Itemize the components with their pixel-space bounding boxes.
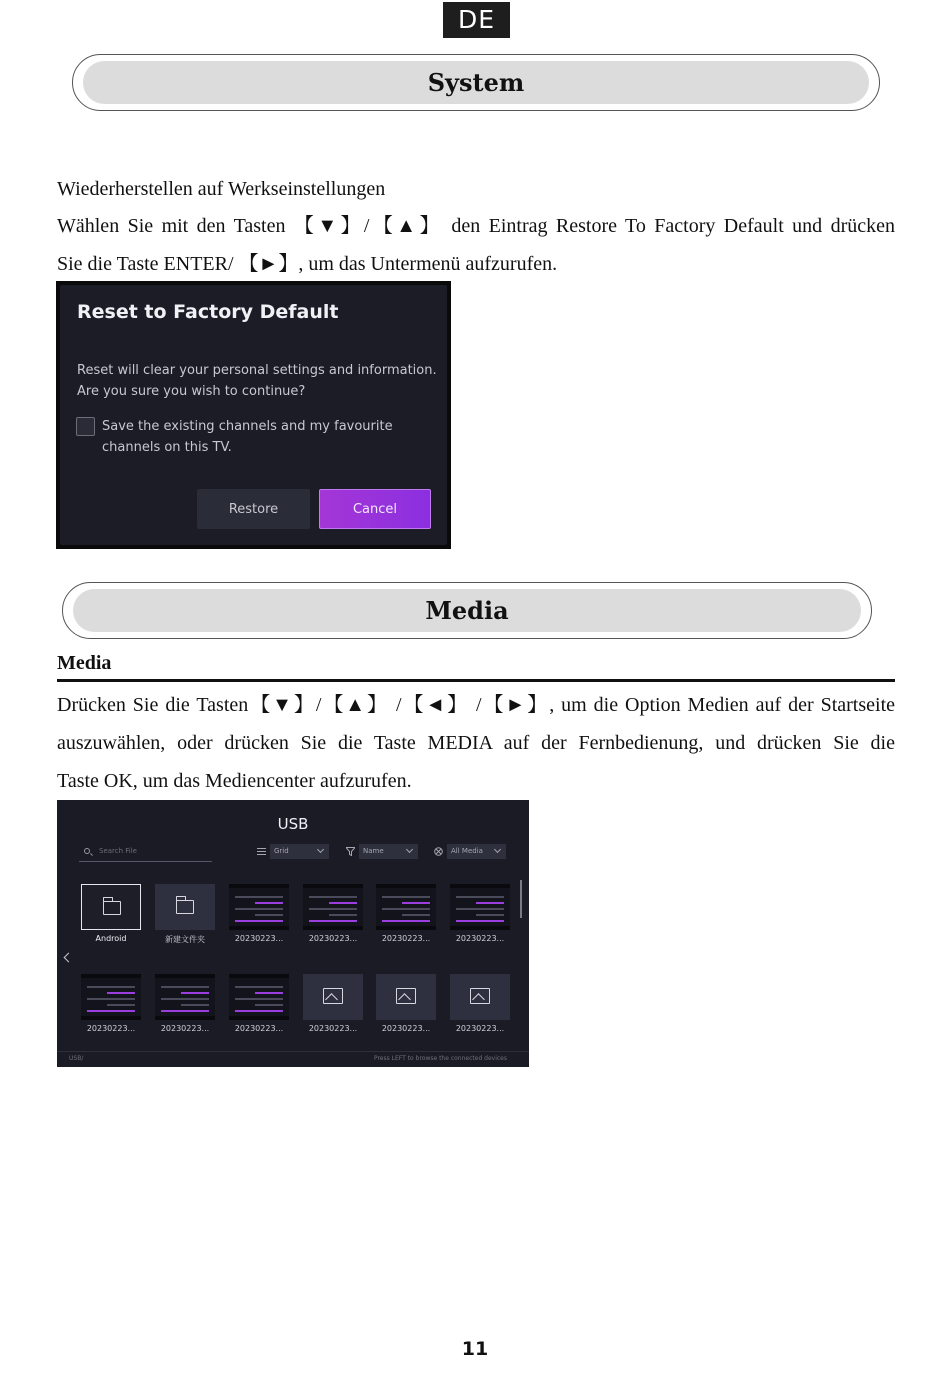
folder-icon [103,901,121,915]
media-instruction-line-3: Taste OK, um das Mediencenter aufzurufen. [57,770,412,792]
usb-title: USB [277,815,309,833]
tile-label: 20230223... [381,1024,431,1033]
image-tile[interactable] [303,974,363,1020]
thumbnail-detail [87,986,135,988]
reset-dialog-title: Reset to Factory Default [77,301,339,323]
view-mode-dropdown[interactable] [257,844,329,859]
thumbnail-detail [235,920,283,922]
cancel-button[interactable]: Cancel [319,489,431,529]
thumbnail-detail [329,914,357,916]
image-tile[interactable] [450,974,510,1020]
tile-label: 20230223... [86,1024,136,1033]
thumbnail-detail [476,914,504,916]
media-type-value: All Media [451,847,483,855]
list-icon [257,847,266,856]
page-number: 11 [461,1338,489,1360]
system-instruction-line-2: Sie die Taste ENTER/ 【►】, um das Untermenü aufzurufen. [57,253,558,275]
thumbnail-detail [235,998,283,1000]
thumbnail-detail [255,914,283,916]
thumbnail-detail [161,998,209,1000]
tile-label: 20230223... [234,1024,284,1033]
thumbnail-detail [476,902,504,904]
filter-icon [346,847,355,856]
save-channels-label-2: channels on this TV. [102,440,232,455]
save-channels-checkbox[interactable] [76,417,95,436]
tile-label: 20230223... [308,934,358,943]
thumbnail-detail [456,896,504,898]
folder-icon [176,900,194,914]
thumbnail-detail [87,998,135,1000]
search-placeholder: Search File [99,847,137,855]
thumbnail-detail [402,902,430,904]
thumbnail-detail [456,908,504,910]
thumbnail-detail [382,920,430,922]
view-mode-value: Grid [274,847,289,855]
reset-dialog-panel [60,285,447,545]
reset-dialog-message-2: Are you sure you wish to continue? [77,384,306,399]
thumbnail-detail [309,896,357,898]
thumbnail-tile[interactable] [229,884,289,930]
media-instruction-line-1: Drücken Sie die Tasten【▼】/【▲】 /【◄】 /【►】, um die Option Medien auf der Startseite [57,694,895,716]
media-type-icon [434,847,443,856]
folder-tile[interactable] [155,884,215,930]
thumbnail-detail [255,902,283,904]
thumbnail-detail [235,908,283,910]
thumbnail-detail [181,1004,209,1006]
image-icon [396,988,416,1004]
thumbnail-detail [309,920,357,922]
thumbnail-tile[interactable] [376,884,436,930]
tile-label: 新建文件夹 [165,935,205,944]
tile-label: 20230223... [308,1024,358,1033]
reset-dialog-message-1: Reset will clear your personal settings and information. [77,363,437,378]
thumbnail-detail [107,992,135,994]
sort-dropdown[interactable] [346,844,418,859]
tile-label: 20230223... [234,934,284,943]
search-icon [84,848,90,854]
thumbnail-tile[interactable] [450,884,510,930]
chevron-down-icon [406,846,413,853]
system-instruction-line-1: Wählen Sie mit den Tasten 【▼】/【▲】 den Eintrag Restore To Factory Default und drücken [57,215,895,237]
media-banner-title: Media [425,596,509,625]
thumbnail-detail [181,992,209,994]
thumbnail-tile[interactable] [229,974,289,1020]
thumbnail-detail [235,896,283,898]
tile-label: 20230223... [455,934,505,943]
thumbnail-detail [255,992,283,994]
system-section-banner [72,54,880,111]
thumbnail-detail [456,920,504,922]
usb-footer [57,1051,529,1062]
media-type-dropdown[interactable] [434,844,506,859]
folder-tile[interactable] [81,884,141,930]
thumbnail-detail [161,1010,209,1012]
thumbnail-detail [235,1010,283,1012]
language-badge: DE [443,2,510,38]
image-icon [323,988,343,1004]
restore-button[interactable]: Restore [197,489,310,529]
chevron-down-icon [317,846,324,853]
thumbnail-detail [235,986,283,988]
chevron-down-icon [494,846,501,853]
thumbnail-detail [402,914,430,916]
thumbnail-detail [329,902,357,904]
scrollbar[interactable] [520,880,522,918]
search-file-input[interactable] [79,844,212,862]
thumbnail-detail [309,908,357,910]
media-heading: Media [57,652,112,674]
media-heading-rule [57,679,895,682]
usb-browser-screenshot [57,800,529,1067]
image-tile[interactable] [376,974,436,1020]
thumbnail-detail [255,1004,283,1006]
thumbnail-tile[interactable] [81,974,141,1020]
footer-hint: Press LEFT to browse the connected devices [373,1055,507,1062]
factory-reset-heading: Wiederherstellen auf Werkseinstellungen [57,178,386,200]
tile-label: Android [95,934,127,943]
sort-value: Name [363,847,384,855]
reset-dialog-screenshot [56,281,451,549]
thumbnail-tile[interactable] [155,974,215,1020]
thumbnail-detail [382,896,430,898]
media-section-banner [62,582,872,639]
tile-label: 20230223... [160,1024,210,1033]
thumbnail-tile[interactable] [303,884,363,930]
chevron-left-icon[interactable] [64,953,74,963]
media-instruction-line-2: auszuwählen, oder drücken Sie die Taste MEDIA auf der Fernbedienung, und drücken Sie die [57,732,895,754]
system-banner-title: System [427,68,525,97]
save-channels-label-1: Save the existing channels and my favourite [102,419,393,434]
thumbnail-detail [87,1010,135,1012]
image-icon [470,988,490,1004]
thumbnail-detail [107,1004,135,1006]
thumbnail-detail [382,908,430,910]
tile-label: 20230223... [455,1024,505,1033]
thumbnail-detail [161,986,209,988]
tile-label: 20230223... [381,934,431,943]
footer-path: USB/ [69,1055,84,1062]
